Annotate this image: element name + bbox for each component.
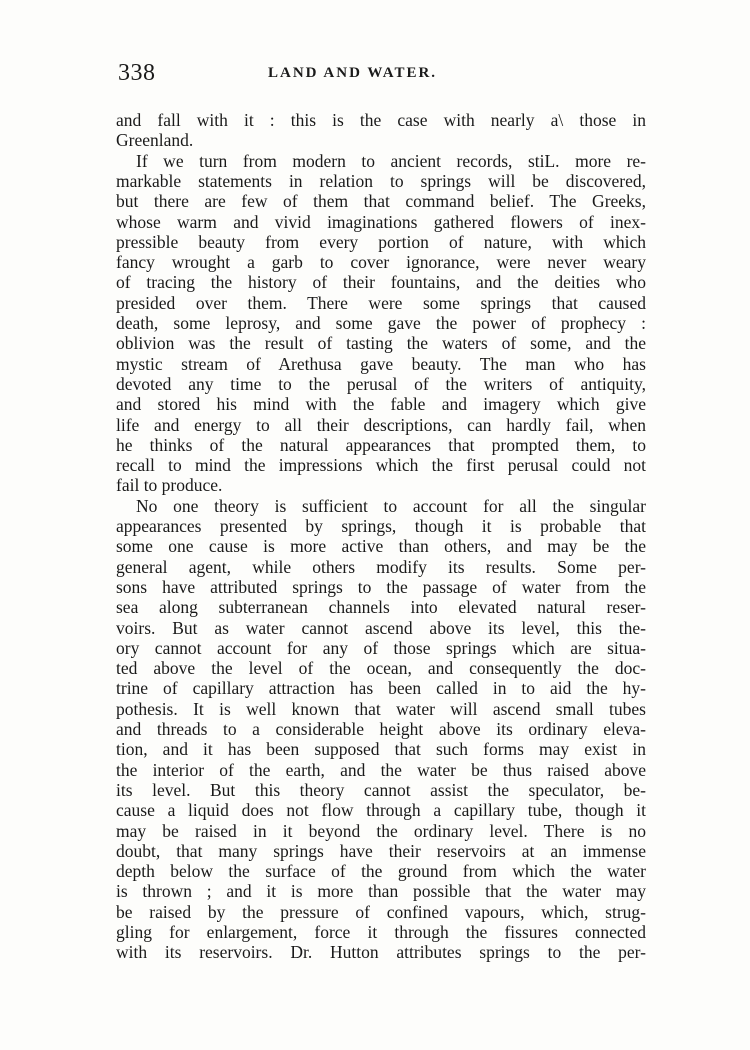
text-line: doubt, that many springs have their reservoirs at an immense [116,840,646,861]
text-line: whose warm and vivid imaginations gathered flowers of inex- [116,211,646,232]
text-line: trine of capillary attraction has been called in to aid the hy- [116,678,646,699]
text-line: oblivion was the result of tasting the waters of some, and the [116,333,646,354]
text-line: tion, and it has been supposed that such forms may exist in [116,739,646,760]
running-title: LAND AND WATER. [268,65,438,81]
running-head [118,60,648,94]
text-line: recall to mind the impressions which the first perusal could not [116,455,646,476]
text-line: ted above the level of the ocean, and consequently the doc- [116,658,646,679]
text-line: sons have attributed springs to the passage of water from the [116,576,646,597]
text-line: some one cause is more active than others, and may be the [116,536,646,557]
text-line: If we turn from modern to ancient records, stiL. more re- [136,150,646,171]
text-line: its level. But this theory cannot assist the speculator, be- [116,779,646,800]
page-number: 338 [118,60,156,86]
text-line: markable statements in relation to springs will be discovered, [116,170,646,191]
text-line: mystic stream of Arethusa gave beauty. The man who has [116,353,646,374]
text-line: of tracing the history of their fountains, and the deities who [116,272,646,293]
text-line: and fall with it : this is the case with nearly a\ those in [116,110,646,130]
text-line: fancy wrought a garb to cover ignorance, were never weary [116,252,646,273]
text-line: No one theory is sufficient to account for all the singular [136,495,646,516]
text-line: pressible beauty from every portion of nature, with which [116,231,646,252]
text-line: pothesis. It is well known that water will ascend small tubes [116,698,646,719]
text-line: fail to produce. [116,475,223,496]
text-line: death, some leprosy, and some gave the power of prophecy : [116,313,646,333]
text-line: be raised by the pressure of confined vapours, which, strug- [116,901,646,922]
text-line: general agent, while others modify its results. Some per- [116,556,646,577]
text-line: Greenland. [116,130,194,151]
text-line: with its reservoirs. Dr. Hutton attributes springs to the per- [116,942,646,963]
text-line: ory cannot account for any of those springs which are situa- [116,637,646,658]
text-line: life and energy to all their descriptions, can hardly fail, when [116,414,646,435]
text-line: devoted any time to the perusal of the writers of antiquity, [116,373,646,394]
text-line: may be raised in it beyond the ordinary level. There is no [116,820,646,841]
text-line: but there are few of them that command belief. The Greeks, [116,191,646,212]
text-line: the interior of the earth, and the water be thus raised above [116,759,646,780]
text-line: and threads to a considerable height above its ordinary eleva- [116,719,646,739]
text-line: and stored his mind with the fable and imagery which give [116,394,646,415]
text-line: cause a liquid does not flow through a capillary tube, though it [116,800,646,821]
text-line: he thinks of the natural appearances that prompted them, to [116,434,646,455]
text-line: is thrown ; and it is more than possible that the water may [116,881,646,902]
text-line: depth below the surface of the ground from which the water [116,861,646,882]
text-line: voirs. But as water cannot ascend above its level, this the- [116,617,646,638]
text-line: appearances presented by springs, though it is probable that [116,516,646,536]
text-line: gling for enlargement, force it through the fissures connected [116,922,646,942]
text-line: sea along subterranean channels into elevated natural reser- [116,597,646,618]
text-line: presided over them. There were some springs that caused [116,292,646,313]
